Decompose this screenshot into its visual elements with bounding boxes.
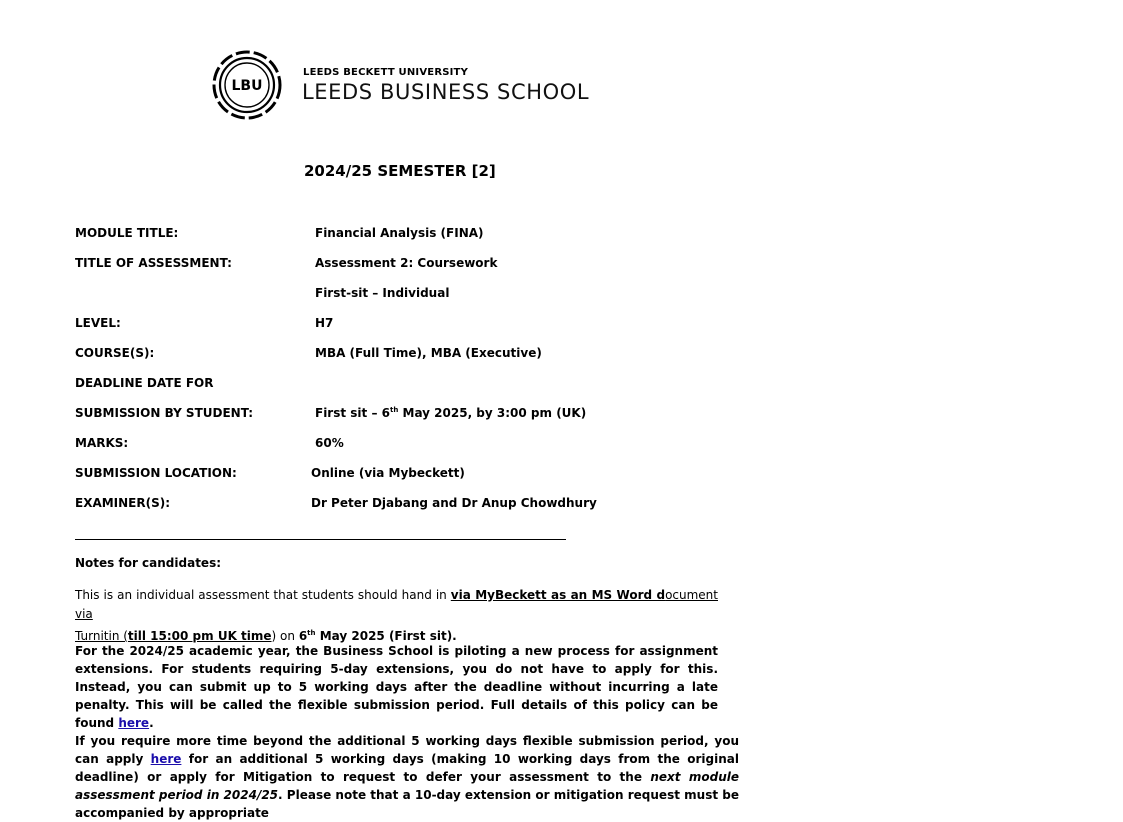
courses-value: MBA (Full Time), MBA (Executive) — [315, 346, 542, 360]
p1-ordinal: th — [307, 629, 316, 637]
deadline-value — [315, 406, 586, 420]
marks-label: MARKS: — [75, 436, 129, 450]
examiners-value: Dr Peter Djabang and Dr Anup Chowdhury — [311, 496, 597, 510]
marks-value: 60% — [315, 436, 344, 450]
p3-emphasis: next module assessment period in 2024/25 — [75, 770, 739, 802]
examiners-label: EXAMINER(S): — [75, 496, 171, 510]
notes-paragraph-extensions — [75, 642, 718, 732]
p3-text-a: If you require more time beyond the additional 5 working days flexible submission period, you can apply — [75, 734, 739, 766]
p2-end: . — [149, 716, 154, 730]
p3-text-b: for an additional 5 working days (making 10 working days from the original deadline) or apply for Mitigation to request to defer your assessment to the — [75, 752, 739, 784]
notes-paragraph-submission — [75, 586, 718, 646]
deadline-ordinal: th — [389, 406, 399, 414]
p2-text: For the 2024/25 academic year, the Business School is piloting a new process for assignment extensions. For students requiring 5-day extensions, you do not have to apply for this. Instead, you can submit up to 5 working days after the deadline without incurring a late penalty. This will be called the flexible submission period. Full details of this policy can be found — [75, 644, 718, 730]
p1-day: 6 — [298, 629, 308, 643]
notes-paragraph-mitigation — [75, 732, 739, 822]
level-label: LEVEL: — [75, 316, 121, 330]
section-divider — [75, 539, 566, 540]
school-name: LEEDS BUSINESS SCHOOL — [302, 80, 590, 104]
p1-text-c: ocument via — [75, 588, 718, 621]
module-title-label: MODULE TITLE: — [75, 226, 179, 240]
submission-location-value: Online (via Mybeckett) — [311, 466, 465, 480]
seal-text: LBU — [231, 78, 263, 94]
university-name: LEEDS BECKETT UNIVERSITY — [303, 67, 469, 78]
university-seal-icon — [210, 48, 290, 122]
p1-submission-method: via MyBeckett as an MS Word d — [450, 588, 666, 602]
policy-link[interactable]: here — [118, 716, 150, 730]
assessment-sit-value: First-sit – Individual — [315, 286, 450, 300]
module-title-value: Financial Analysis (FINA) — [315, 226, 484, 240]
p1-turnitin: Turnitin ( — [75, 629, 128, 643]
deadline-value-end: May 2025, by 3:00 pm (UK) — [398, 406, 587, 420]
extension-apply-link[interactable]: here — [150, 752, 182, 766]
p1-date: May 2025 (First sit). — [315, 629, 457, 643]
p3-text-c: . Please note that a 10-day extension or mitigation request must be accompanied by appropriate — [75, 788, 739, 820]
assessment-title-label: TITLE OF ASSESSMENT: — [75, 256, 232, 270]
courses-label: COURSE(S): — [75, 346, 155, 360]
p1-text-f: ) on — [271, 629, 299, 643]
assessment-title-value: Assessment 2: Coursework — [315, 256, 498, 270]
deadline-value-start: First sit – 6 — [315, 406, 390, 420]
notes-heading: Notes for candidates: — [75, 556, 222, 570]
deadline-label-line-2: SUBMISSION BY STUDENT: — [75, 406, 254, 420]
deadline-label-line-1: DEADLINE DATE FOR — [75, 376, 214, 390]
p1-text-a: This is an individual assessment that students should hand in — [75, 588, 451, 602]
semester-heading: 2024/25 SEMESTER [2] — [304, 162, 496, 180]
submission-location-label: SUBMISSION LOCATION: — [75, 466, 237, 480]
p1-time: till 15:00 pm UK time — [127, 629, 272, 643]
level-value: H7 — [315, 316, 334, 330]
